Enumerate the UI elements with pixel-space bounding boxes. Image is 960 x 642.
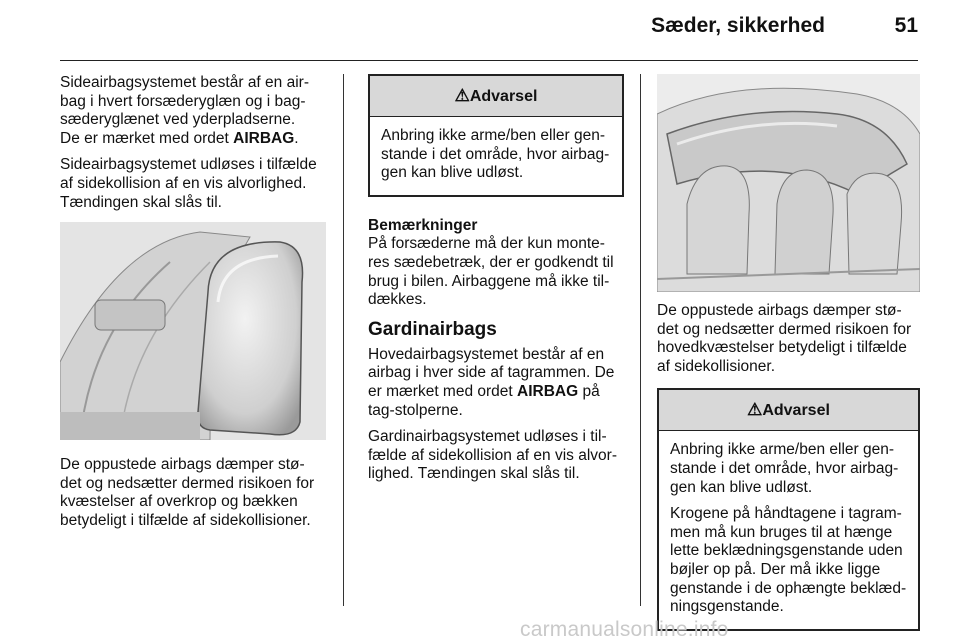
airbag-keyword: AIRBAG <box>517 382 579 400</box>
warning-box <box>368 74 624 197</box>
side-airbag-illustration <box>60 222 326 440</box>
notice-text: På forsæderne må der kun monte-res sædebetræk, der er godkendt til brug i bilen. Airbaggene må ikke til-dækkes. <box>368 235 614 309</box>
warning-header-2: ⚠Advarsel <box>659 390 918 431</box>
side-airbag-deploy-text: Sideairbagsystemet udløses i tilfælde af sidekollision af en vis alvorlighed. Tændingen skal slås til. <box>60 156 317 211</box>
warning-triangle-icon: ⚠ <box>747 400 763 420</box>
section-heading: Gardinairbags <box>368 318 497 340</box>
curtain-airbag-effect-text: De oppustede airbags dæmper stø-det og nedsætter dermed risikoen for hovedkvæstelser betydeligt i tilfælde af sidekollisioner. <box>657 302 912 375</box>
column-2 <box>368 74 624 492</box>
warning-body: Anbring ikke arme/ben eller gen-stande i det område, hvor airbag-gen kan blive udløst. <box>381 127 610 182</box>
page-header-title: Sæder, sikkerhed <box>651 14 825 37</box>
column-divider-2 <box>640 74 641 606</box>
side-airbag-intro: Sideairbagsystemet består af en air- bag i hvert forsæderyglæn og i bag- sæderyglænet ved yderpladserne. De er mærket med ordet AIRBAG. <box>60 74 309 147</box>
header-rule <box>60 60 918 61</box>
column-1 <box>60 74 326 539</box>
notice-title: Bemærkninger <box>368 216 478 234</box>
warning-header: ⚠Advarsel <box>370 76 622 117</box>
curtain-airbag-illustration <box>657 74 920 292</box>
curtain-airbag-deploy-text: Gardinairbagsystemet udløses i til-fælde af sidekollision af en vis alvor-lighed. Tændingen skal slås til. <box>368 428 617 483</box>
side-airbag-effect-text: De oppustede airbags dæmper stø-det og nedsætter dermed risikoen for kvæstelser af overkrop og bækken betydeligt i tilfælde af sidekollisioner. <box>60 456 315 529</box>
watermark: carmanualsonline.info <box>520 618 729 641</box>
column-divider-1 <box>343 74 344 606</box>
warning-box-2 <box>657 388 920 630</box>
page-number: 51 <box>894 14 918 37</box>
airbag-keyword: AIRBAG <box>233 129 295 147</box>
column-3 <box>657 74 920 631</box>
curtain-airbag-intro: Hovedairbagsystemet består af en airbag i hver side af tagrammen. De er mærket med ordet AIRBAG på tag-stolperne. <box>368 345 615 419</box>
warning-body-2: Anbring ikke arme/ben eller gen-stande i det område, hvor airbag-gen kan blive udløst. Krogene på håndtagene i tagram-men må kun bruges til at hænge lette beklædningsgenstande uden bøjler op på. Der må ikke ligge genstande i de ophængte beklæd-ningsgenstande. <box>670 441 907 616</box>
warning-triangle-icon: ⚠ <box>454 86 470 105</box>
